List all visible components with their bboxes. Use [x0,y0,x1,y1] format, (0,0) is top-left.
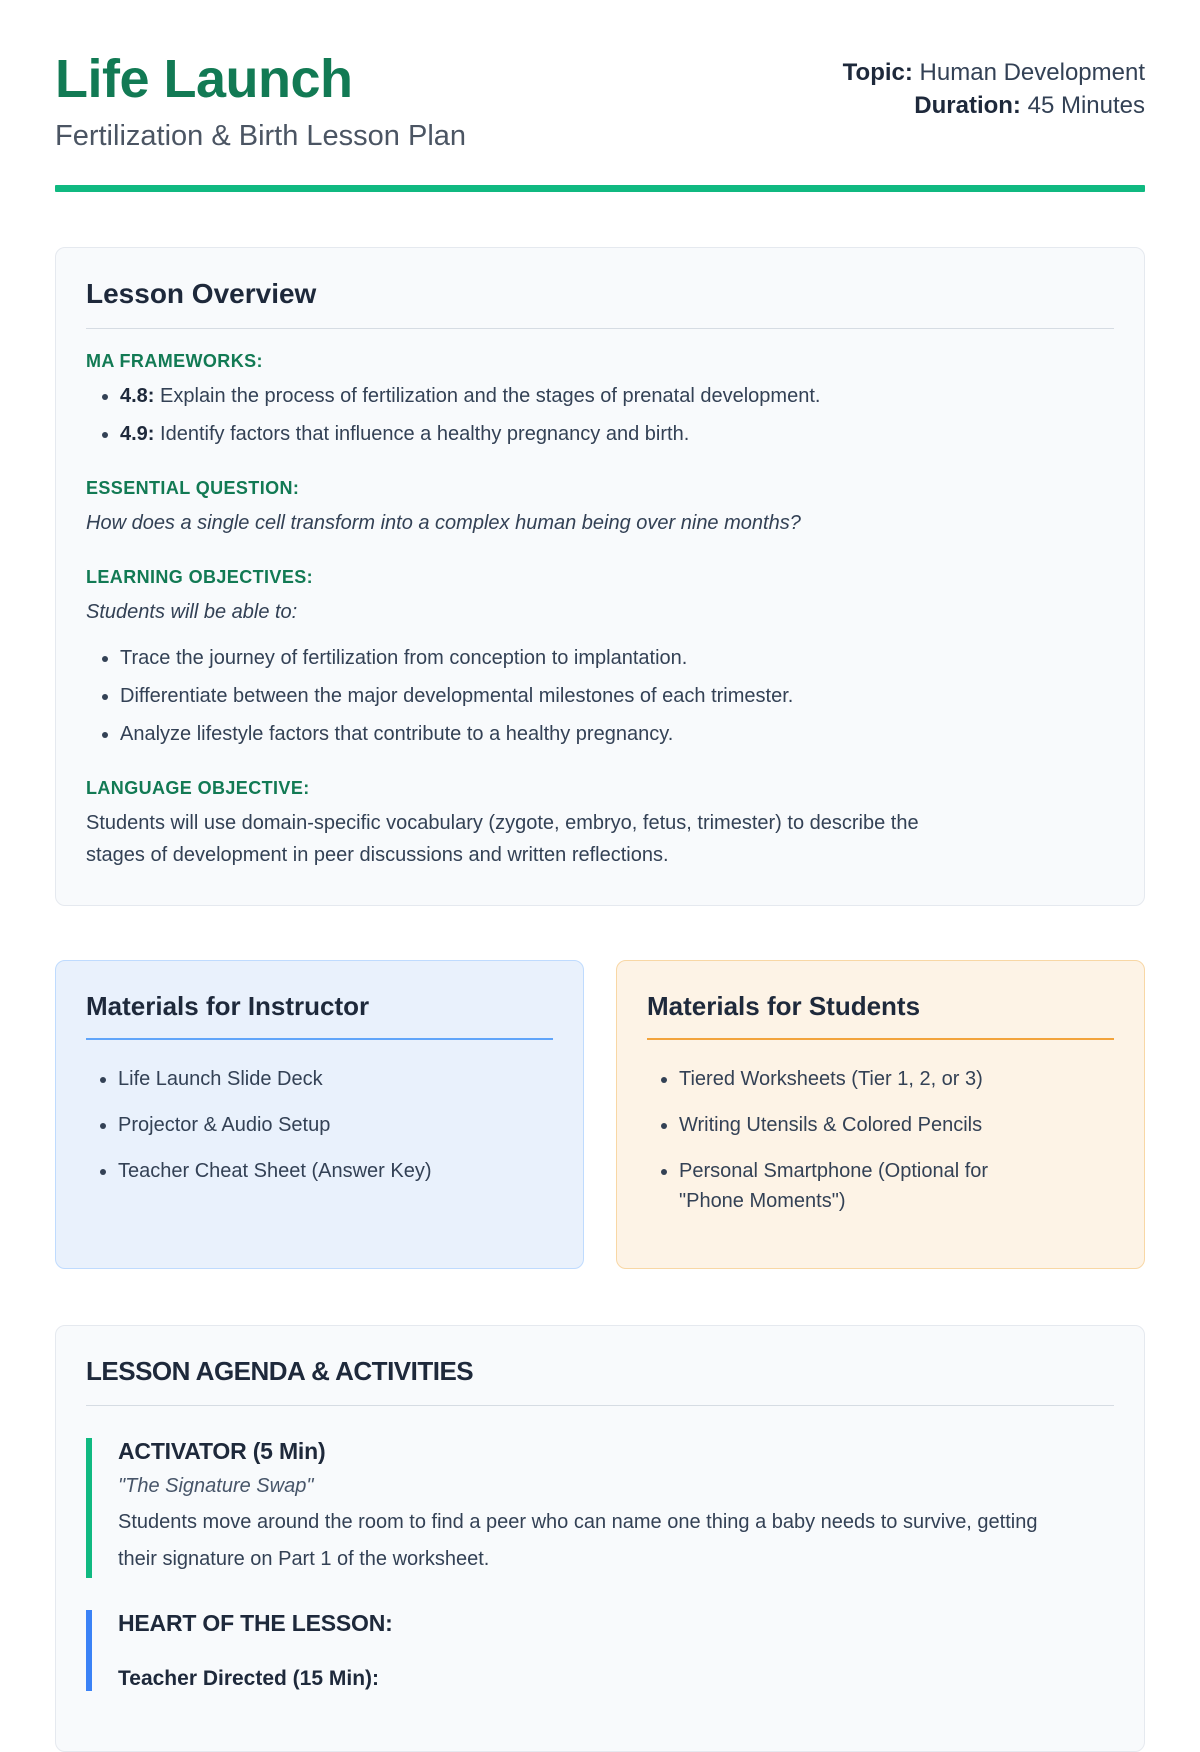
header [55,49,1145,153]
topic-value: Human Development [919,59,1145,86]
duration-label: Duration: [914,92,1021,119]
essential-question-label: ESSENTIAL QUESTION: [86,478,300,498]
material-item: • Writing Utensils & Colored Pencils [679,1110,1039,1140]
activity-heart-of-lesson [86,1610,1114,1691]
materials-row [55,960,1145,1269]
frameworks-label: MA FRAMEWORKS: [86,351,263,371]
duration-line [843,89,1145,122]
materials-instructor-card [55,960,584,1269]
header-title-block [55,49,467,153]
material-item: • Teacher Cheat Sheet (Answer Key) [118,1156,553,1186]
topic-label: Topic: [842,59,913,86]
materials-instructor-list [86,1064,553,1186]
framework-text: Identify factors that influence a healthy pregnancy and birth. [160,423,690,445]
page-subtitle: Fertilization & Birth Lesson Plan [55,120,467,152]
accent-divider [55,185,1145,192]
lesson-agenda-title: LESSON AGENDA & ACTIVITIES [86,1356,474,1386]
objectives-list [86,642,1114,750]
framework-text: Explain the process of fertilization and the stages of prenatal development. [160,385,821,407]
lesson-agenda-card [55,1325,1145,1752]
activator-title: ACTIVATOR (5 Min) [118,1438,326,1464]
page-title: Life Launch [55,49,353,109]
framework-code: 4.9: [120,423,155,445]
materials-students-list [647,1064,1114,1216]
heart-lead-line: Teacher Directed (15 Min): [118,1667,380,1690]
agenda-divider [86,1405,1114,1406]
lesson-overview-title: Lesson Overview [86,278,317,309]
lesson-overview-card [55,247,1145,906]
material-item: • Projector & Audio Setup [118,1110,553,1140]
heart-title: HEART OF THE LESSON: [118,1610,393,1636]
materials-students-title: Materials for Students [647,991,1114,1040]
material-item: • Life Launch Slide Deck [118,1064,553,1094]
language-objective-text: Students will use domain-specific vocabulary (zygote, embryo, fetus, trimester) to describe the stages of development in peer discussions and written reflections. [86,812,919,866]
topic-line [843,56,1145,89]
objective-item: • Analyze lifestyle factors that contribute to a healthy pregnancy. [120,718,1114,750]
materials-instructor-title: Materials for Instructor [86,991,553,1040]
learning-objectives-label: LEARNING OBJECTIVES: [86,567,314,587]
activator-subtitle: "The Signature Swap" [118,1475,314,1497]
framework-item [120,418,1114,450]
essential-question-text: How does a single cell transform into a complex human being over nine months? [86,512,801,534]
framework-code: 4.8: [120,385,155,407]
overview-divider [86,328,1114,329]
language-objective-label: LANGUAGE OBJECTIVE: [86,778,310,798]
materials-students-card [616,960,1145,1269]
framework-item [120,380,1114,412]
material-item: • Personal Smartphone (Optional for "Phone Moments") [679,1156,1039,1216]
objective-item: • Differentiate between the major developmental milestones of each trimester. [120,680,1114,712]
activator-description: Students move around the room to find a peer who can name one thing a baby needs to survive, getting their signature on Part 1 of the worksheet. [118,1511,1038,1570]
objectives-intro: Students will be able to: [86,601,298,623]
material-item: • Tiered Worksheets (Tier 1, 2, or 3) [679,1064,1039,1094]
frameworks-list [86,380,1114,450]
header-meta [843,56,1145,122]
duration-value: 45 Minutes [1027,92,1145,119]
activity-activator [86,1438,1114,1578]
objective-item: • Trace the journey of fertilization from conception to implantation. [120,642,1114,674]
